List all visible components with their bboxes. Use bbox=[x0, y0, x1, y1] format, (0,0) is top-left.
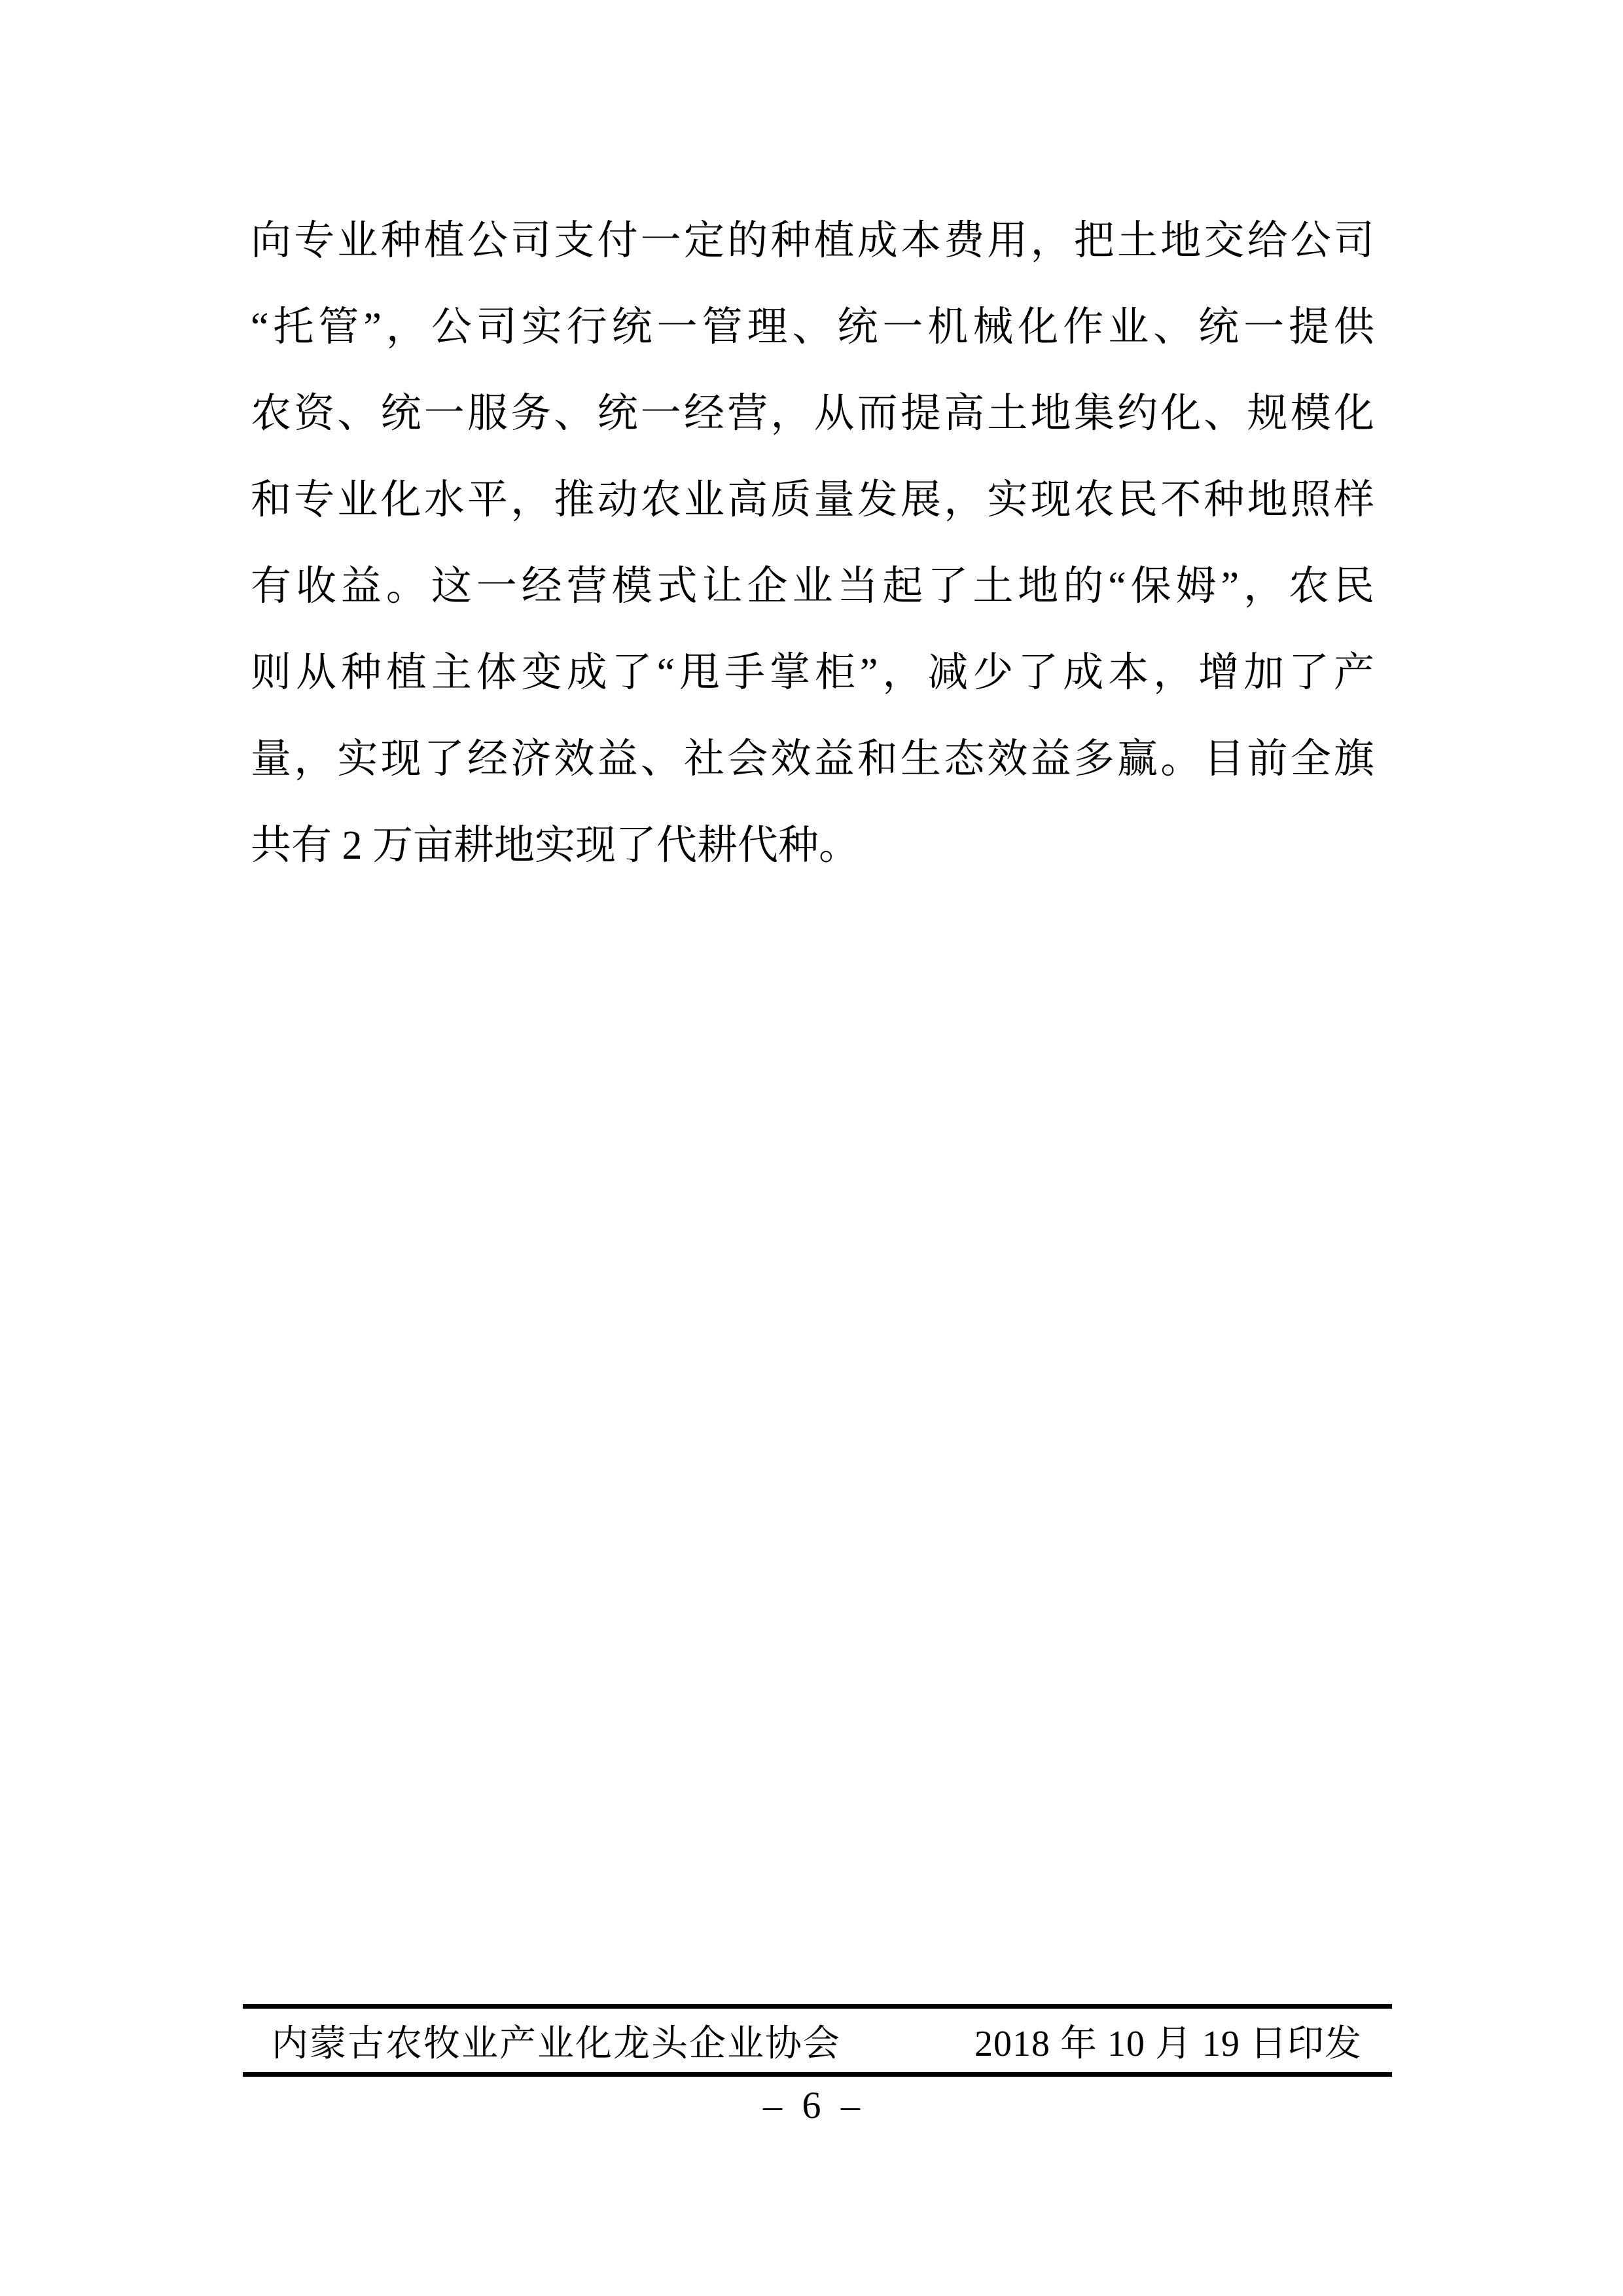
body-text-line: 农资、统一服务、统一经营，从而提高土地集约化、规模化 bbox=[251, 391, 1374, 436]
footer-print-date: 2018 年 10 月 19 日印发 bbox=[974, 2023, 1362, 2064]
body-text-line: 量，实现了经济效益、社会效益和生态效益多赢。目前全旗 bbox=[251, 737, 1374, 781]
body-text-line: 则从种植主体变成了“甩手掌柜”，减少了成本，增加了产 bbox=[251, 651, 1374, 695]
body-text-line: 和专业化水平，推动农业高质量发展，实现农民不种地照样 bbox=[251, 478, 1374, 522]
footer bbox=[243, 2009, 1392, 2072]
footer-organization: 内蒙古农牧业产业化龙头企业协会 bbox=[272, 2023, 841, 2064]
footer-rule-top bbox=[243, 2004, 1392, 2009]
body-text-line: 有收益。这一经营模式让企业当起了土地的“保姆”，农民 bbox=[251, 564, 1374, 609]
page-number: – 6 – bbox=[763, 2084, 860, 2126]
body-paragraph bbox=[251, 198, 1374, 889]
body-text-line: 共有 2 万亩耕地实现了代耕代种。 bbox=[251, 823, 860, 868]
body-text-line: “托管”，公司实行统一管理、统一机械化作业、统一提供 bbox=[251, 305, 1374, 350]
body-text-line: 向专业种植公司支付一定的种植成本费用，把土地交给公司 bbox=[251, 219, 1374, 263]
footer-rule-bottom bbox=[243, 2072, 1392, 2077]
